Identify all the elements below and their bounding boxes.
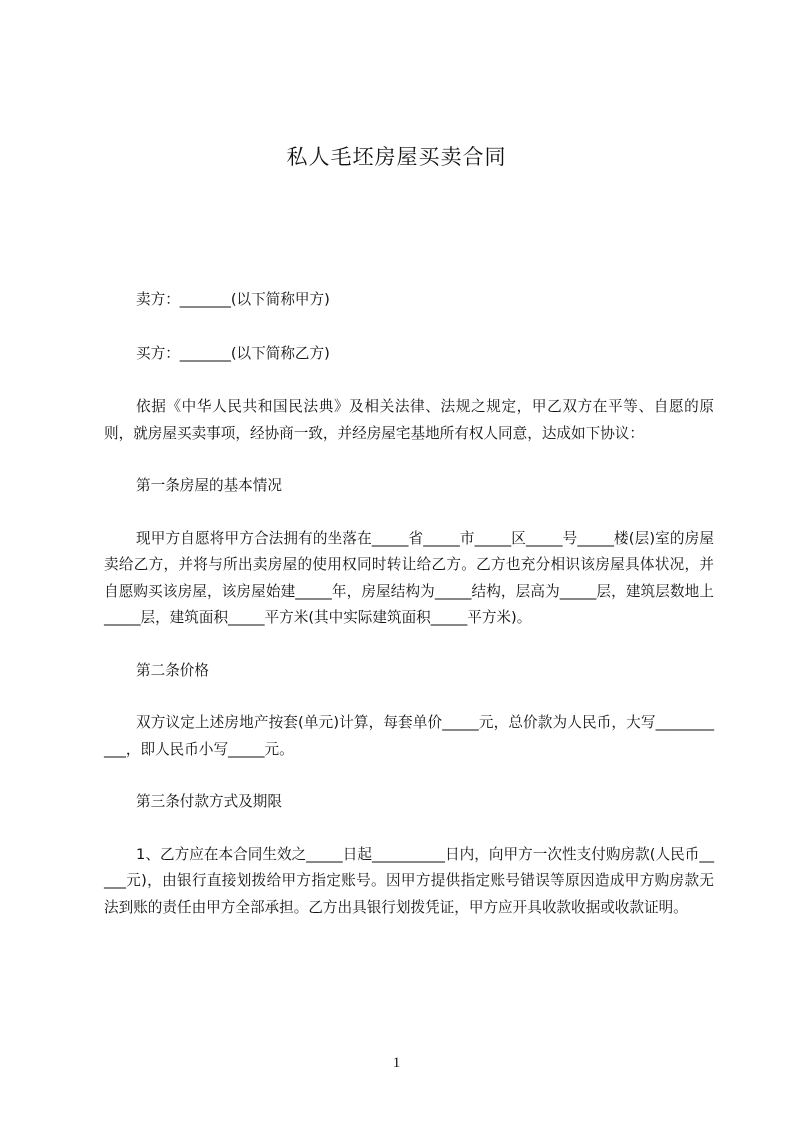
document-body [104, 287, 714, 921]
article-2-body: 双方议定上述房地产按套(单元)计算，每套单价_____元，总价款为人民币，大写___________，即人民币小写_____元。 [104, 714, 714, 758]
page-number: 1 [392, 1055, 401, 1071]
article-1-heading: 第一条房屋的基本情况 [136, 477, 282, 494]
document-title: 私人毛坯房屋买卖合同 [286, 145, 507, 169]
buyer-line: 买方：_______(以下简称乙方) [136, 344, 330, 362]
article-3-clause-1: 1、乙方应在本合同生效之_____日起__________日内，向甲方一次性支付购房款(人民币_____元)，由银行直接划拨给甲方指定账号。因甲方提供指定账号错误等原因造成甲方购房款无法到账的责任由甲方全部承担。乙方出具银行划拨凭证，甲方应开具收款收据或收款证明。 [104, 845, 714, 916]
seller-line: 卖方：_______(以下简称甲方) [136, 291, 330, 308]
preamble-paragraph: 依据《中华人民共和国民法典》及相关法律、法规之规定，甲乙双方在平等、自愿的原则，就房屋买卖事项，经协商一致，并经房屋宅基地所有权人同意，达成如下协议： [104, 398, 714, 442]
article-3-heading: 第三条付款方式及期限 [136, 793, 282, 810]
article-1-body: 现甲方自愿将甲方合法拥有的坐落在_____省_____市_____区_____号_____楼(层)室的房屋卖给乙方，并将与所出卖房屋的使用权同时转让给乙方。乙方也充分相识该房屋具体状况，并自愿购买该房屋，该房屋始建_____年，房屋结构为_____结构，层高为_____层，建筑层数地上_____层，建筑面积_____平方米(其中实际建筑面积_____平方米)。 [104, 529, 714, 626]
article-2-heading: 第二条价格 [136, 661, 209, 679]
